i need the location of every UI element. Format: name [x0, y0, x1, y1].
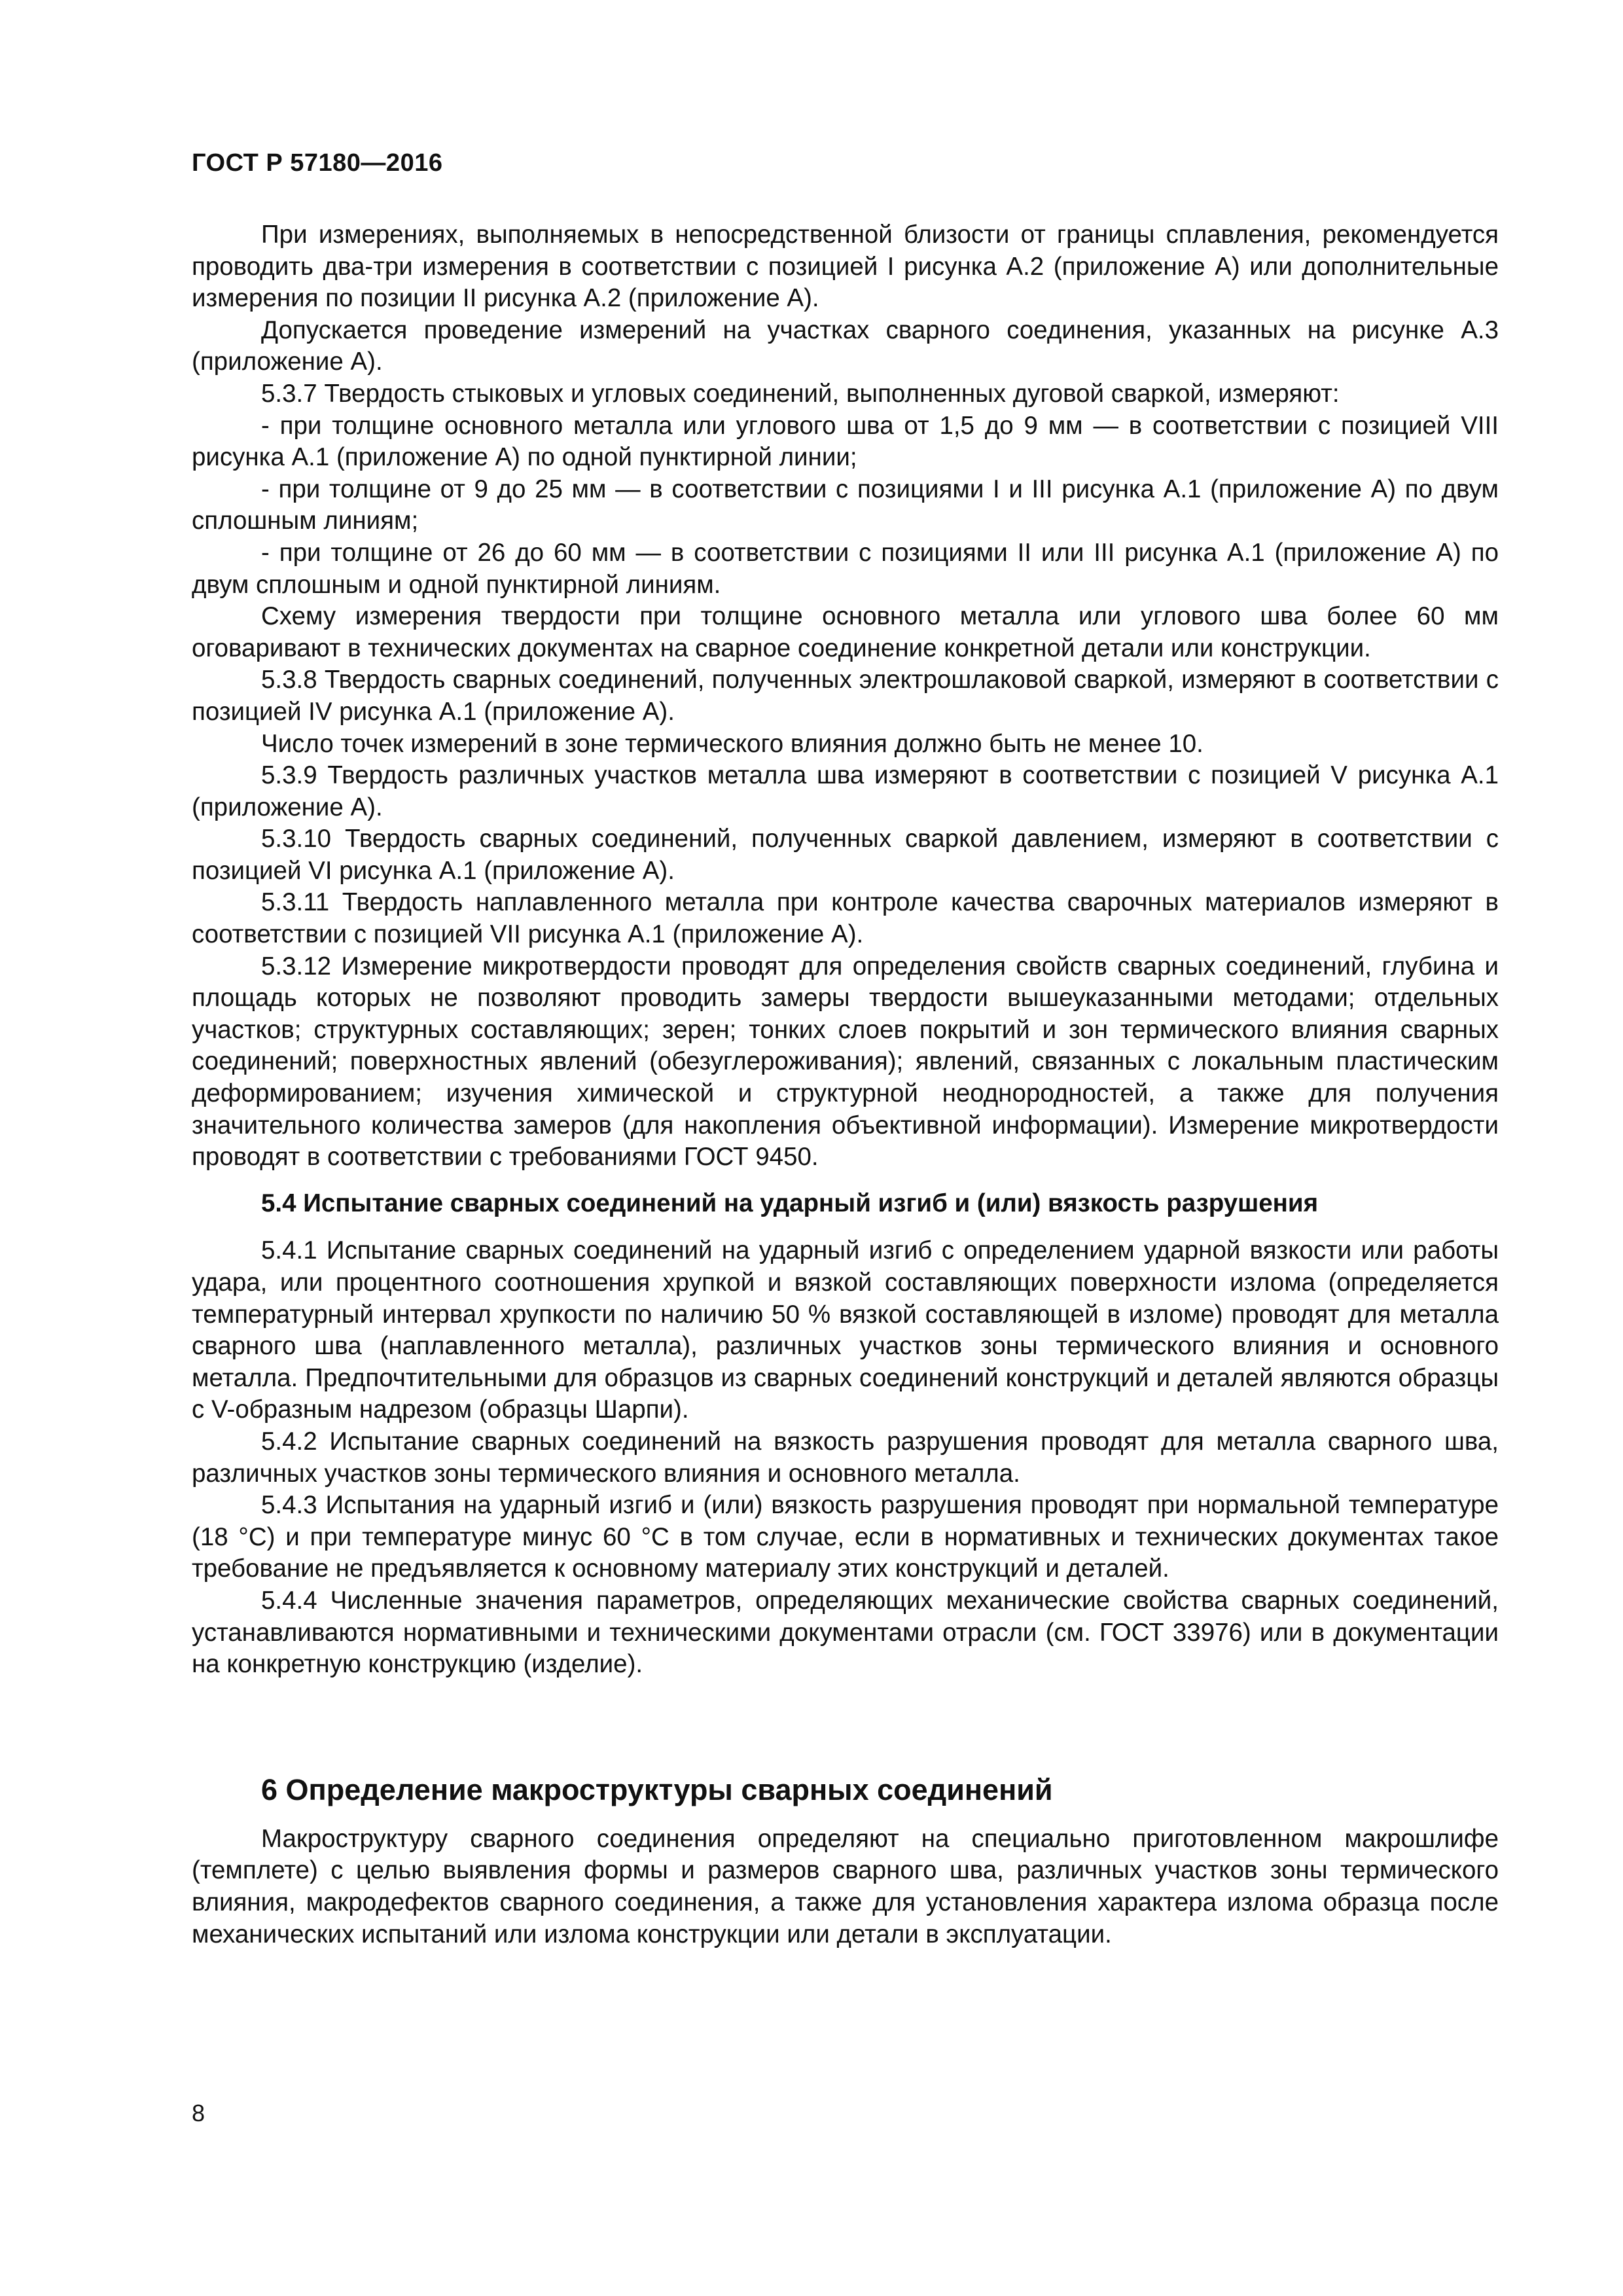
section-heading-5-4: 5.4 Испытание сварных соединений на ударный изгиб и (или) вязкость разрушения	[261, 1189, 1319, 1217]
paragraph-5-3-7: 5.3.7 Твердость стыковых и угловых соединений, выполненных дуговой сваркой, измеряют:	[261, 379, 1340, 408]
paragraph-5-3-8: 5.3.8 Твердость сварных соединений, полученных электрошлаковой сваркой, измеряют в соответствии с позицией IV рисунка А.1 (приложение А).	[192, 666, 1499, 726]
paragraph-5-4-3: 5.4.3 Испытания на ударный изгиб и (или) вязкость разрушения проводят при нормальной температуре (18 °С) и при температуре минус 60 °С в том случае, если в нормативных и технических документах такое требование не предъявляется к основному материалу этих конструкций и деталей.	[192, 1491, 1499, 1583]
paragraph-5-4-2: 5.4.2 Испытание сварных соединений на вязкость разрушения проводят для металла сварного шва, различных участков зоны термического влияния и основного металла.	[192, 1427, 1499, 1488]
paragraph-boundary-measurements: При измерениях, выполняемых в непосредственной близости от границы сплавления, рекомендуется проводить два-три измерения в соответствии с позицией I рисунка А.2 (приложение А) или дополнительные измерения по позиции II рисунка А.2 (приложение А).	[192, 221, 1499, 313]
section-heading-6: 6 Определение макроструктуры сварных соединений	[261, 1772, 1053, 1806]
page-number: 8	[192, 2100, 205, 2126]
paragraph-6-macrostructure: Макроструктуру сварного соединения определяют на специально приготовленном макрошлифе (темплете) с целью выявления формы и размеров сварного шва, различных участков зоны термического влияния, макродефектов сварного соединения, а также для установления характера излома образца после механических испытаний или излома конструкции или детали в эксплуатации.	[192, 1824, 1499, 1948]
paragraph-allowed-measurements: Допускается проведение измерений на участках сварного соединения, указанных на рисунке А.3 (приложение А).	[192, 315, 1499, 376]
paragraph-5-3-10: 5.3.10 Твердость сварных соединений, полученных сваркой давлением, измеряют в соответствии с позицией VI рисунка А.1 (приложение А).	[192, 825, 1499, 885]
list-item-5-3-7-2: - при толщине от 9 до 25 мм — в соответствии с позициями I и III рисунка А.1 (приложение А) по двум сплошным линиям;	[192, 475, 1499, 535]
paragraph-5-4-1: 5.4.1 Испытание сварных соединений на ударный изгиб с определением ударной вязкости или работы удара, или процентного соотношения хрупкой и вязкой составляющих поверхности излома (определяется температурный интервал хрупкости по наличию 50 % вязкой составляющей в изломе) проводят для металла сварного шва (наплавленного металла), различных участков зоны термического влияния и основного металла. Предпочтительными для образцов из сварных соединений конструкций и деталей являются образцы с V-образным надрезом (образцы Шарпи).	[192, 1236, 1499, 1424]
paragraph-5-3-12: 5.3.12 Измерение микротвердости проводят для определения свойств сварных соединений, глубина и площадь которых не позволяют проводить замеры твердости вышеуказанными методами; отдельных участков; структурных составляющих; зерен; тонких слоев покрытий и зон термического влияния сварных соединений; поверхностных явлений (обезуглероживания); явлений, связанных с локальным пластическим деформированием; изучения химической и структурной неоднородностей, а также для получения значительного количества замеров (для накопления объективной информации). Измерение микротвердости проводят в соответствии с требованиями ГОСТ 9450.	[192, 952, 1499, 1172]
document-body	[192, 219, 1499, 1950]
document-code-header: ГОСТ Р 57180—2016	[192, 149, 443, 177]
paragraph-5-3-9: 5.3.9 Твердость различных участков металла шва измеряют в соответствии с позицией V рисунка А.1 (приложение А).	[192, 761, 1499, 821]
paragraph-5-3-11: 5.3.11 Твердость наплавленного металла при контроле качества сварочных материалов измеряют в соответствии с позицией VII рисунка А.1 (приложение А).	[192, 888, 1499, 949]
paragraph-measurement-points: Число точек измерений в зоне термического влияния должно быть не менее 10.	[261, 729, 1204, 758]
paragraph-measurement-scheme: Схему измерения твердости при толщине основного металла или углового шва более 60 мм оговаривают в технических документах на сварное соединение конкретной детали или конструкции.	[192, 602, 1499, 662]
paragraph-5-4-4: 5.4.4 Численные значения параметров, определяющих механические свойства сварных соединений, устанавливаются нормативными и техническими документами отрасли (см. ГОСТ 33976) или в документации на конкретную конструкцию (изделие).	[192, 1586, 1499, 1679]
list-item-5-3-7-3: - при толщине от 26 до 60 мм — в соответствии с позициями II или III рисунка А.1 (приложение А) по двум сплошным и одной пунктирной линиям.	[192, 538, 1499, 599]
list-item-5-3-7-1: - при толщине основного металла или углового шва от 1,5 до 9 мм — в соответствии с позицией VIII рисунка А.1 (приложение А) по одной пунктирной линии;	[192, 411, 1499, 472]
